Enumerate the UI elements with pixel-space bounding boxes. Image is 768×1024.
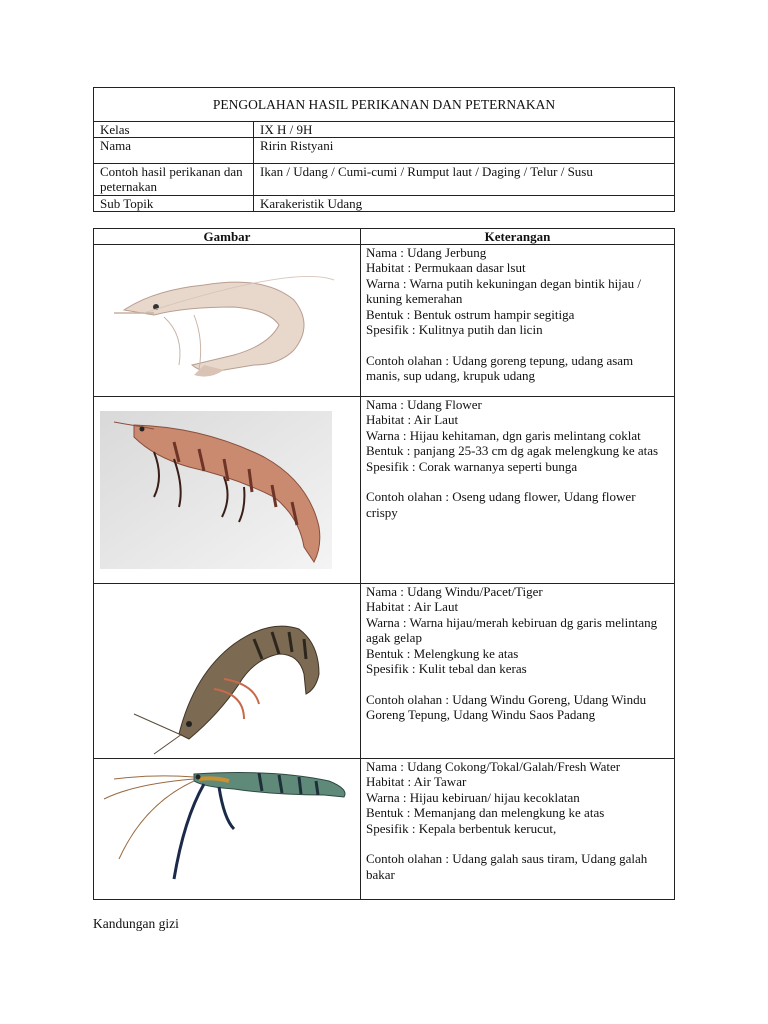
white-shrimp-photo-icon	[94, 245, 361, 397]
flower-shrimp-photo-icon	[94, 397, 361, 584]
row-3-line: Habitat : Air Laut	[366, 599, 459, 615]
section-heading-kandungan-gizi: Kandungan gizi	[93, 916, 179, 931]
row-2-olahan: Contoh olahan : Oseng udang flower, Udang flower crispy	[366, 489, 636, 520]
column-header-gambar: Gambar	[94, 229, 361, 245]
row-3-description	[361, 584, 675, 759]
row-4-line: Habitat : Air Tawar	[366, 774, 467, 790]
row-3-line: Warna : Warna hijau/merah kebiruan dg garis melintang agak gelap	[366, 614, 658, 646]
subtopik-value: Karakeristik Udang	[254, 196, 675, 212]
nama-label: Nama	[94, 138, 254, 164]
column-header-keterangan: Keterangan	[361, 229, 675, 245]
row-2-description	[361, 397, 675, 584]
row-3-line: Bentuk : Melengkung ke atas	[366, 645, 519, 661]
row-1-olahan: Contoh olahan : Udang goreng tepung, udang asam manis, sup udang, krupuk udang	[366, 352, 634, 384]
row-1-line: Habitat : Permukaan dasar lsut	[366, 260, 526, 276]
row-4-line: Warna : Hijau kebiruan/ hijau kecoklatan	[366, 789, 580, 805]
header-table	[93, 87, 675, 212]
row-4-description	[361, 759, 675, 900]
row-3-line: Nama : Udang Windu/Pacet/Tiger	[366, 584, 543, 599]
kelas-value: IX H / 9H	[254, 122, 675, 138]
row-1-line: Bentuk : Bentuk ostrum hampir segitiga	[366, 306, 575, 322]
row-1-line: Nama : Udang Jerbung	[366, 245, 487, 260]
freshwater-prawn-photo-icon	[94, 759, 361, 900]
row-2-line: Nama : Udang Flower	[366, 397, 482, 412]
row-1-line: Warna : Warna putih kekuningan degan bintik hijau / kuning kemerahan	[366, 275, 641, 307]
row-4-line: Bentuk : Memanjang dan melengkung ke atas	[366, 805, 605, 821]
row-2-line: Spesifik : Corak warnanya seperti bunga	[366, 458, 578, 474]
contoh-label: Contoh hasil perikanan dan peternakan	[94, 164, 254, 196]
row-2-line: Warna : Hijau kehitaman, dgn garis melintang coklat	[366, 427, 641, 443]
document-title: PENGOLAHAN HASIL PERIKANAN DAN PETERNAKAN	[94, 88, 675, 122]
row-2-line: Bentuk : panjang 25-33 cm dg agak melengkung ke atas	[366, 443, 659, 459]
row-4-line: Nama : Udang Cokong/Tokal/Galah/Fresh Water	[366, 759, 621, 774]
row-4-line: Spesifik : Kepala berbentuk kerucut,	[366, 820, 557, 836]
row-3-line: Spesifik : Kulit tebal dan keras	[366, 661, 527, 677]
contoh-value: Ikan / Udang / Cumi-cumi / Rumput laut / Daging / Telur / Susu	[254, 164, 675, 196]
row-1-line: Spesifik : Kulitnya putih dan licin	[366, 322, 543, 338]
row-2-line: Habitat : Air Laut	[366, 412, 459, 428]
row-3-olahan: Contoh olahan : Udang Windu Goreng, Udang Windu Goreng Tepung, Udang Windu Saos Padang	[366, 691, 647, 723]
tiger-shrimp-photo-icon	[94, 584, 361, 759]
shrimp-table	[93, 228, 675, 900]
row-4-olahan: Contoh olahan : Udang galah saus tiram, Udang galah bakar	[366, 851, 648, 882]
nama-value: Ririn Ristyani	[254, 138, 675, 164]
row-1-description	[361, 245, 675, 397]
subtopik-label: Sub Topik	[94, 196, 254, 212]
kelas-label: Kelas	[94, 122, 254, 138]
